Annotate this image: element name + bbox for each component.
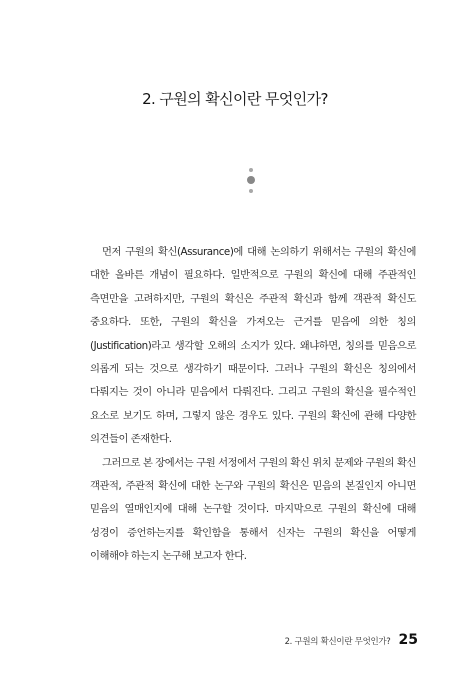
ornament-dot-large [247,176,255,184]
ornament-dot-small-bottom [249,189,253,193]
page-footer [285,632,418,648]
ornament-dot-small-top [249,168,253,172]
paragraph-2: 그러므로 본 장에서는 구원 서정에서 구원의 확신 위치 문제와 구원의 확신 객관적, 주관적 확신에 대한 논구와 구원의 확신은 믿음의 본질인지 아니면 믿음의 열매인지에 대해 논구할 것이다. 마지막으로 구원의 확신에 대해 성경이 증언하는지를 확인함을 통해서 신자는 구원의 확신을 어떻게 이해해야 하는지 논구해 보고자 한다. [90,456,416,563]
ornament-divider [246,168,256,204]
body-text [90,241,416,569]
paragraph-1: 먼저 구원의 확신(Assurance)에 대해 논의하기 위해서는 구원의 확신에 대한 올바른 개념이 필요하다. 일반적으로 구원의 확신에 대해 주관적인 측면만을 고려하지만, 구원의 확신은 주관적 확신과 함께 객관적 확신도 중요하다. 또한, 구원의 확신을 가져오는 근거를 믿음에 의한 칭의(Justification)라고 생각할 오해의 소지가 있다. 왜냐하면, 칭의를 믿음으로 의롭게 되는 것으로 생각하기 때문이다. 그러나 구원의 확신은 칭의에서 다뤄지는 것이 아니라 믿음에서 다뤄진다. 그리고 구원의 확신을 필수적인 요소로 보기도 하며, 그렇지 않은 경우도 있다. 구원의 확신에 관해 다양한 의견들이 존재한다. [90,246,416,446]
chapter-title: 2. 구원의 확신이란 무엇인가? [142,90,328,108]
running-title: 2. 구원의 확신이란 무엇인가? [284,637,391,647]
page-number: 25 [398,632,418,648]
